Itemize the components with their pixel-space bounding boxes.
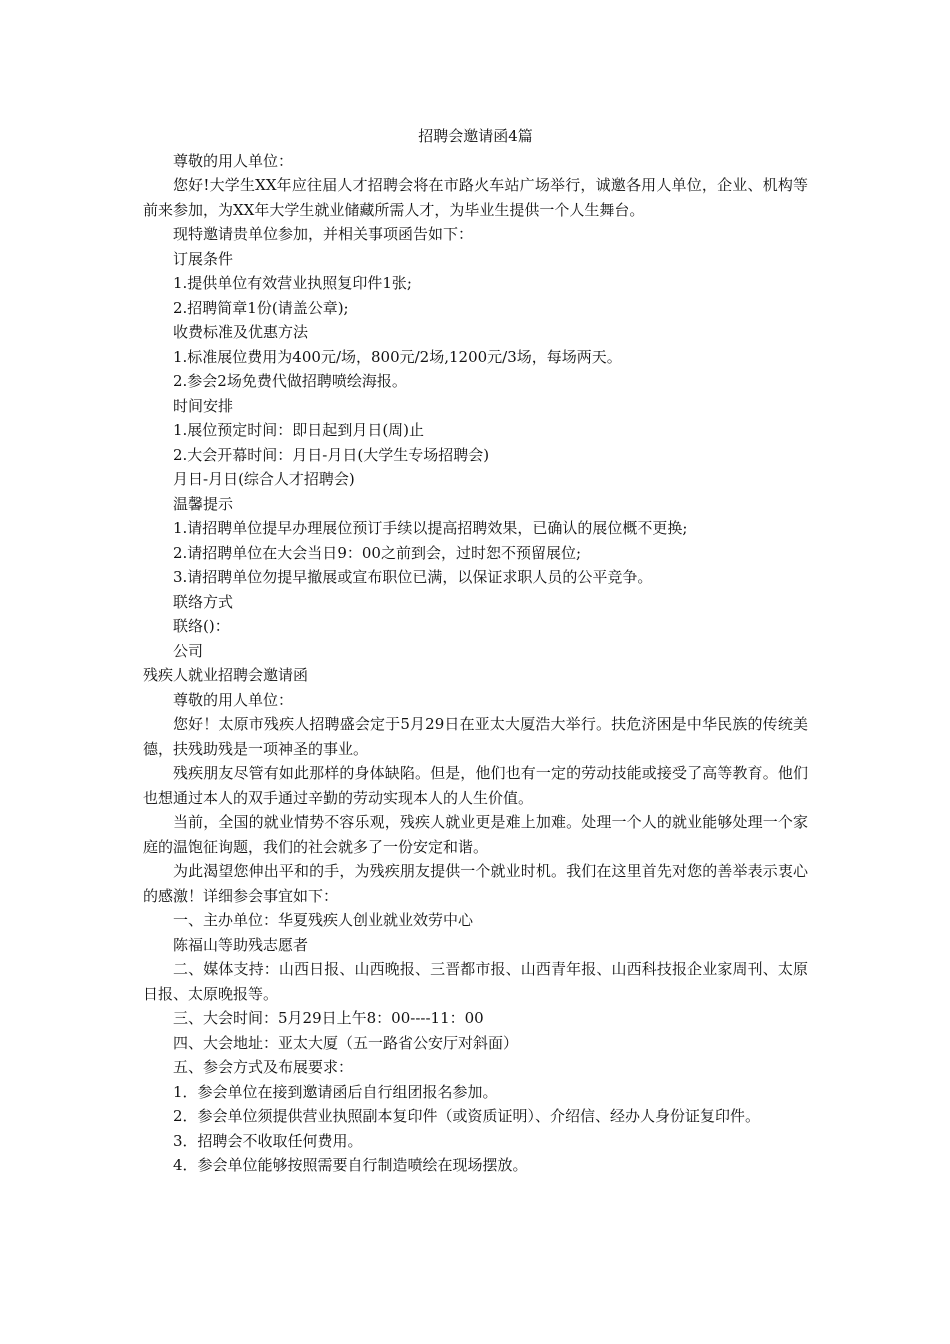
paragraph: 当前，全国的就业情势不容乐观，残疾人就业更是难上加难。处理一个人的就业能够处理一个家庭的温饱征询题，我们的社会就多了一份安定和谐。: [143, 813, 808, 856]
paragraph: 2.参会2场免费代做招聘喷绘海报。: [173, 372, 407, 390]
paragraph: 五、参会方式及布展要求：: [173, 1058, 354, 1076]
paragraph: 残疾朋友尽管有如此那样的身体缺陷。但是，他们也有一定的劳动技能或接受了高等教育。他们也想通过本人的双手通过辛勤的劳动实现本人的人生价值。: [143, 764, 808, 807]
paragraph: 尊敬的用人单位：: [173, 690, 294, 709]
paragraph: 2.请招聘单位在大会当日9：00之前到会，过时恕不预留展位;: [173, 543, 581, 562]
document-body: [143, 124, 808, 1178]
paragraph: 收费标准及优惠方法: [173, 323, 309, 341]
paragraph: 1.展位预定时间：即日起到月日(周)止: [173, 421, 425, 439]
document-title: 招聘会邀请函4篇: [418, 127, 533, 145]
paragraph: 1．参会单位在接到邀请函后自行组团报名参加。: [173, 1082, 498, 1101]
paragraph: 2.招聘简章1份(请盖公章);: [173, 298, 349, 317]
paragraph-list: [143, 149, 808, 1178]
paragraph: 温馨提示: [173, 494, 234, 513]
paragraph: 3.请招聘单位勿提早撤展或宣布职位已满，以保证求职人员的公平竞争。: [173, 568, 653, 586]
paragraph: 尊敬的用人单位：: [173, 151, 294, 170]
paragraph: 1.请招聘单位提早办理展位预订手续以提高招聘效果，已确认的展位概不更换;: [173, 519, 688, 537]
paragraph: 您好!大学生XX年应往届人才招聘会将在市路火车站广场举行，诚邀各用人单位，企业、机构等前来参加，为XX年大学生就业储藏所需人才，为毕业生提供一个人生舞台。: [143, 176, 808, 219]
paragraph: 公司: [173, 641, 204, 660]
paragraph: 2．参会单位须提供营业执照副本复印件（或资质证明）、介绍信、经办人身份证复印件。: [173, 1107, 761, 1125]
paragraph: 2.大会开幕时间：月日-月日(大学生专场招聘会): [173, 445, 490, 464]
paragraph: 联络方式: [173, 592, 234, 611]
paragraph: 为此渴望您伸出平和的手，为残疾朋友提供一个就业时机。我们在这里首先对您的善举表示衷心的感激！详细参会事宜如下：: [143, 862, 808, 905]
paragraph: 现特邀请贵单位参加，并相关事项函告如下：: [173, 225, 474, 243]
paragraph: 联络()：: [173, 617, 230, 635]
paragraph: 时间安排: [173, 396, 234, 415]
paragraph: 陈福山等助残志愿者: [173, 935, 309, 954]
paragraph: 4．参会单位能够按照需要自行制造喷绘在现场摆放。: [173, 1156, 528, 1174]
paragraph: 订展条件: [173, 249, 234, 268]
paragraph: 月日-月日(综合人才招聘会): [173, 470, 355, 488]
paragraph: 三、大会时间：5月29日上午8：00----11：00: [173, 1009, 484, 1027]
paragraph: 一、主办单位：华夏残疾人创业就业效劳中心: [173, 911, 474, 929]
paragraph: 残疾人就业招聘会邀请函: [143, 666, 309, 684]
paragraph: 您好！太原市残疾人招聘盛会定于5月29日在亚太大厦浩大举行。扶危济困是中华民族的传统美德，扶残助残是一项神圣的事业。: [143, 715, 808, 758]
paragraph: 四、大会地址：亚太大厦（五一路省公安厅对斜面）: [173, 1033, 519, 1052]
paragraph: 1.标准展位费用为400元/场，800元/2场,1200元/3场，每场两天。: [173, 347, 622, 366]
paragraph: 3．招聘会不收取任何费用。: [173, 1131, 363, 1150]
paragraph: 1.提供单位有效营业执照复印件1张;: [173, 274, 412, 292]
paragraph: 二、媒体支持：山西日报、山西晚报、三晋都市报、山西青年报、山西科技报企业家周刊、太原日报、太原晚报等。: [143, 960, 808, 1003]
